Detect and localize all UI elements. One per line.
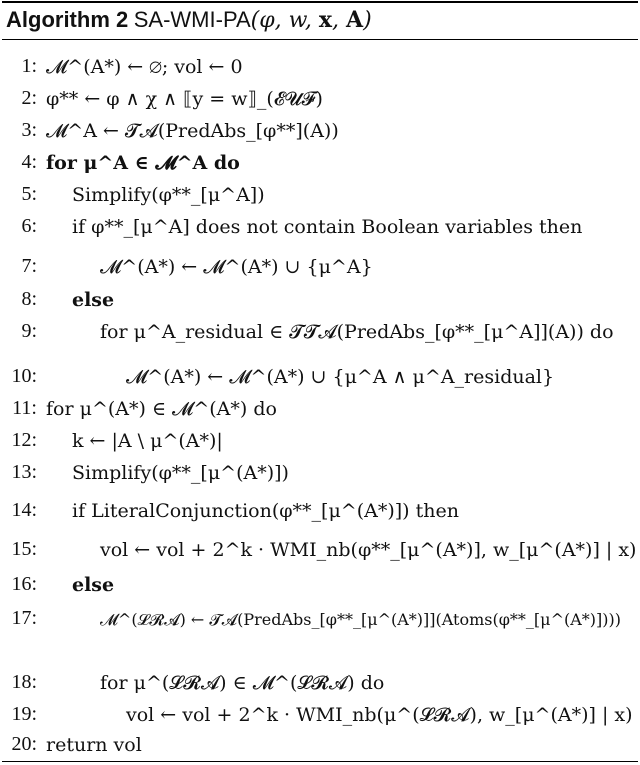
line-number: 10: [11,365,37,387]
line-code [46,82,323,115]
top-rule [2,1,638,3]
line-number: 4: [21,151,37,173]
line-number: 16: [11,573,37,595]
arg-x: x [318,7,333,33]
line-code [46,50,243,83]
statement: if LiteralConjunction(φ**_[μ^(A*)]) then [72,500,459,522]
arg-A: A [346,7,364,33]
line-code [72,424,223,457]
line-code [100,250,373,283]
arg-w: w [288,8,305,33]
statement: for μ^A_residual ∈ 𝓣𝓣𝓐(PredAbs_[φ**_[μ^A]](A)) do [100,321,614,343]
statement: 𝓜^(A*) ← 𝓜^(A*) ∪ {μ^A ∧ μ^A_residual} [126,366,555,388]
line-code [72,178,265,211]
line-number: 9: [21,320,37,342]
line-code [46,392,277,425]
algorithm-caption: Algorithm 2 SA-WMI-PA(φ, w, x, A) [6,7,372,33]
statement: vol ← vol + 2^k · WMI_nb(μ^(𝓛𝓡𝓐), w_[μ^(A*)] | x) [126,704,633,726]
line-number: 5: [21,183,37,205]
statement: return vol [46,734,142,756]
statement: for μ^(A*) ∈ 𝓜^(A*) do [46,398,277,420]
line-number: 11: [12,397,37,419]
statement: 𝓜^(𝓛𝓡𝓐) ← 𝓣𝓐(PredAbs_[φ**_[μ^(A*)]](Atoms(φ**_[μ^(A*)]))) [100,610,621,629]
line-code [72,568,114,601]
line-number: 3: [21,119,37,141]
line-number: 18: [11,671,37,693]
statement: 𝓜^(A*) ← 𝓜^(A*) ∪ {μ^A} [100,256,373,278]
line-code [72,494,459,527]
line-number: 15: [11,538,37,560]
line-number: 8: [21,288,37,310]
line-number: 12: [11,429,37,451]
line-code [100,602,621,636]
line-number: 2: [21,87,37,109]
line-code [126,698,633,731]
line-number: 7: [21,255,37,277]
line-number: 6: [21,215,37,237]
line-code [72,283,114,316]
line-code [46,728,142,761]
caption-rule [2,39,638,40]
statement: φ** ← φ ∧ χ ∧ ⟦y = w⟧_(𝓔𝓤𝓕) [46,88,323,110]
line-code [100,533,636,566]
statement: else [72,289,115,311]
line-number: 14: [11,499,37,521]
statement: 𝓜^A ← 𝓣𝓐(PredAbs_[φ**](A)) [46,120,339,142]
statement: Simplify(φ**_[μ^A]) [72,184,265,206]
line-number: 13: [11,461,37,483]
line-code [126,360,554,393]
line-code [100,666,384,699]
line-number: 20: [11,733,37,755]
statement: if φ**_[μ^A] does not contain Boolean variables then [72,216,583,238]
line-number: 19: [11,703,37,725]
statement: vol ← vol + 2^k · WMI_nb(φ**_[μ^(A*)], w_[μ^(A*)] | x) [100,539,637,561]
algorithm-label: Algorithm 2 [6,7,129,32]
statement: 𝓜^(A*) ← ∅; vol ← 0 [46,56,243,78]
statement: for μ^A ∈ 𝓜^A do [46,152,240,174]
bottom-rule [2,761,638,762]
algorithm-name: SA-WMI-PA [133,7,251,32]
line-code [72,210,582,243]
line-code [100,315,614,348]
statement: k ← |A \ μ^(A*)| [72,430,223,452]
arg-phi: φ [259,8,275,33]
line-code [46,114,339,147]
statement: else [72,574,115,596]
line-number: 17: [11,607,37,629]
statement: Simplify(φ**_[μ^(A*)]) [72,462,289,484]
line-code [72,456,289,489]
statement: for μ^(𝓛𝓡𝓐) ∈ 𝓜^(𝓛𝓡𝓐) do [100,672,385,694]
line-code [46,146,240,179]
line-number: 1: [21,55,37,77]
